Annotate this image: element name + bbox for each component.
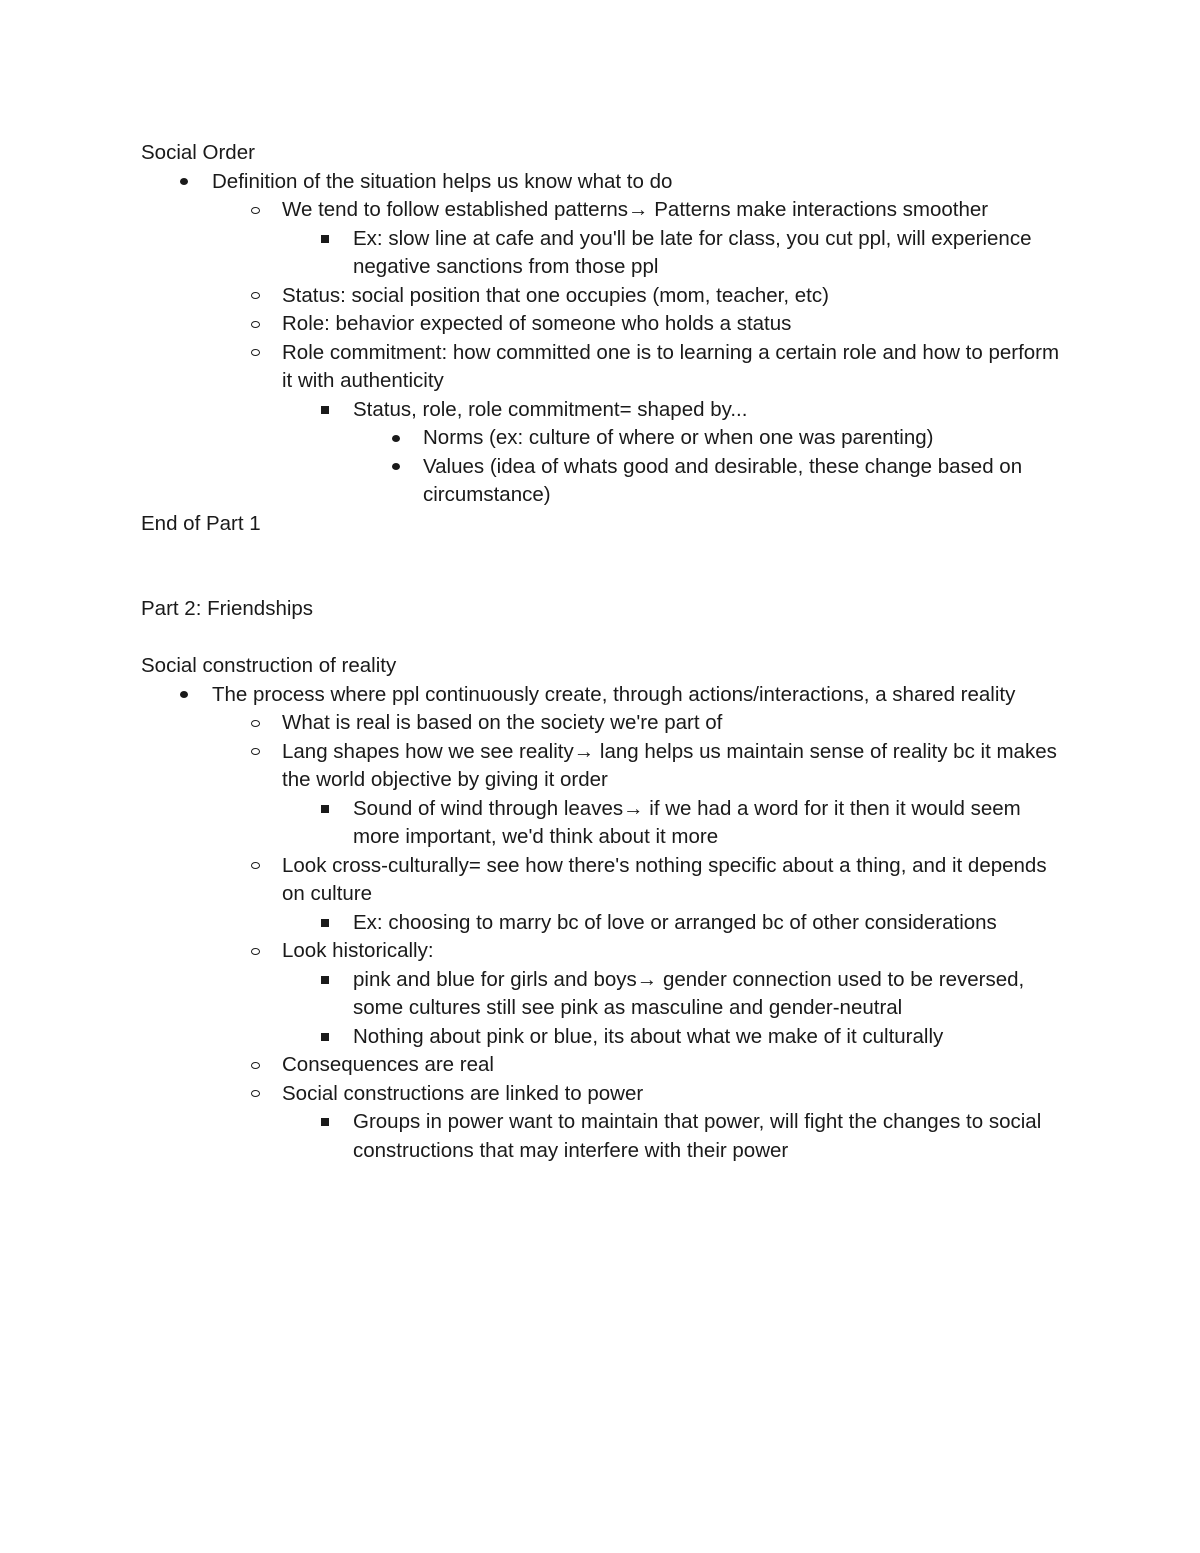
paragraph: Social Order: [141, 141, 255, 164]
square-icon: [318, 966, 332, 995]
circle-icon: [248, 738, 262, 767]
list-item-text: Status, role, role commitment= shaped by...: [353, 397, 748, 421]
list-item-text: Values (idea of whats good and desirable, these change based on circumstance): [423, 454, 1023, 506]
list-item-text: Norms (ex: culture of where or when one was parenting): [423, 426, 934, 449]
list-item: [141, 225, 1071, 282]
list-item: [141, 196, 1071, 225]
square-icon: [318, 1108, 332, 1137]
blank-line: [141, 624, 1071, 653]
list-item: [141, 1023, 1071, 1052]
list-item: [141, 396, 1071, 425]
list-item: [141, 1080, 1071, 1109]
document-body: [141, 139, 1071, 1165]
circle-icon: [248, 937, 262, 966]
circle-icon: [248, 1080, 262, 1109]
list-item: [141, 1108, 1071, 1165]
list-item: [141, 966, 1071, 1023]
list-item-text: Status: social position that one occupies (mom, teacher, etc): [282, 283, 829, 307]
list-item-text: Consequences are real: [282, 1053, 494, 1076]
list-item-text: Social constructions are linked to power: [282, 1081, 644, 1105]
square-icon: [318, 1023, 332, 1052]
list-item-text: Role: behavior expected of someone who holds a status: [282, 312, 792, 335]
list-item-text: Ex: slow line at cafe and you'll be late for class, you cut ppl, will experience negative sanctions from those ppl: [353, 226, 1032, 278]
list-item-text: Look historically:: [282, 939, 434, 962]
square-icon: [318, 909, 332, 938]
blank-line: [141, 538, 1071, 567]
list-item-text: Sound of wind through leaves→ if we had a word for it then it would seem more important, we'd think about it more: [353, 796, 1021, 848]
list-item: [141, 738, 1071, 795]
square-icon: [318, 396, 332, 425]
list-item-text: Definition of the situation helps us know what to do: [212, 169, 673, 193]
list-item: [141, 339, 1071, 396]
list-item-text: Look cross-culturally= see how there's nothing specific about a thing, and it depends on culture: [282, 853, 1047, 905]
list-item: [141, 937, 1071, 966]
list-item-text: We tend to follow established patterns→ Patterns make interactions smoother: [282, 198, 989, 221]
list-item-text: Nothing about pink or blue, its about what we make of it culturally: [353, 1024, 944, 1048]
list-item: [141, 909, 1071, 938]
list-item-text: Ex: choosing to marry bc of love or arranged bc of other considerations: [353, 910, 997, 934]
list-item-text: Role commitment: how committed one is to learning a certain role and how to perform it with authenticity: [282, 340, 1060, 392]
list-item: [141, 681, 1071, 710]
paragraph: End of Part 1: [141, 511, 261, 535]
disc-icon: [177, 168, 191, 197]
square-icon: [318, 795, 332, 824]
circle-icon: [248, 196, 262, 225]
circle-icon: [248, 282, 262, 311]
list-item-text: pink and blue for girls and boys→ gender connection used to be reversed, some cultures still see pink as masculine and gender-neutral: [353, 967, 1025, 1019]
paragraph: Part 2: Friendships: [141, 597, 314, 620]
list-item: [141, 709, 1071, 738]
list-item-text: What is real is based on the society we're part of: [282, 711, 723, 734]
square-icon: [318, 225, 332, 254]
circle-icon: [248, 709, 262, 738]
blank-line: [141, 567, 1071, 596]
list-item: [141, 453, 1071, 510]
list-item: [141, 795, 1071, 852]
disc-icon: [389, 424, 403, 453]
disc-icon: [177, 681, 191, 710]
circle-icon: [248, 339, 262, 368]
list-item-text: The process where ppl continuously create, through actions/interactions, a shared reality: [212, 682, 1016, 706]
list-item: [141, 168, 1071, 197]
list-item: [141, 852, 1071, 909]
list-item: [141, 424, 1071, 453]
list-item-text: Lang shapes how we see reality→ lang helps us maintain sense of reality bc it makes the world objective by giving it order: [282, 739, 1057, 791]
list-item-text: Groups in power want to maintain that power, will fight the changes to social constructions that may interfere with their power: [353, 1110, 1042, 1162]
list-item: [141, 1051, 1071, 1080]
circle-icon: [248, 852, 262, 881]
disc-icon: [389, 453, 403, 482]
list-item: [141, 282, 1071, 311]
list-item: [141, 310, 1071, 339]
circle-icon: [248, 310, 262, 339]
circle-icon: [248, 1051, 262, 1080]
paragraph: Social construction of reality: [141, 654, 397, 677]
